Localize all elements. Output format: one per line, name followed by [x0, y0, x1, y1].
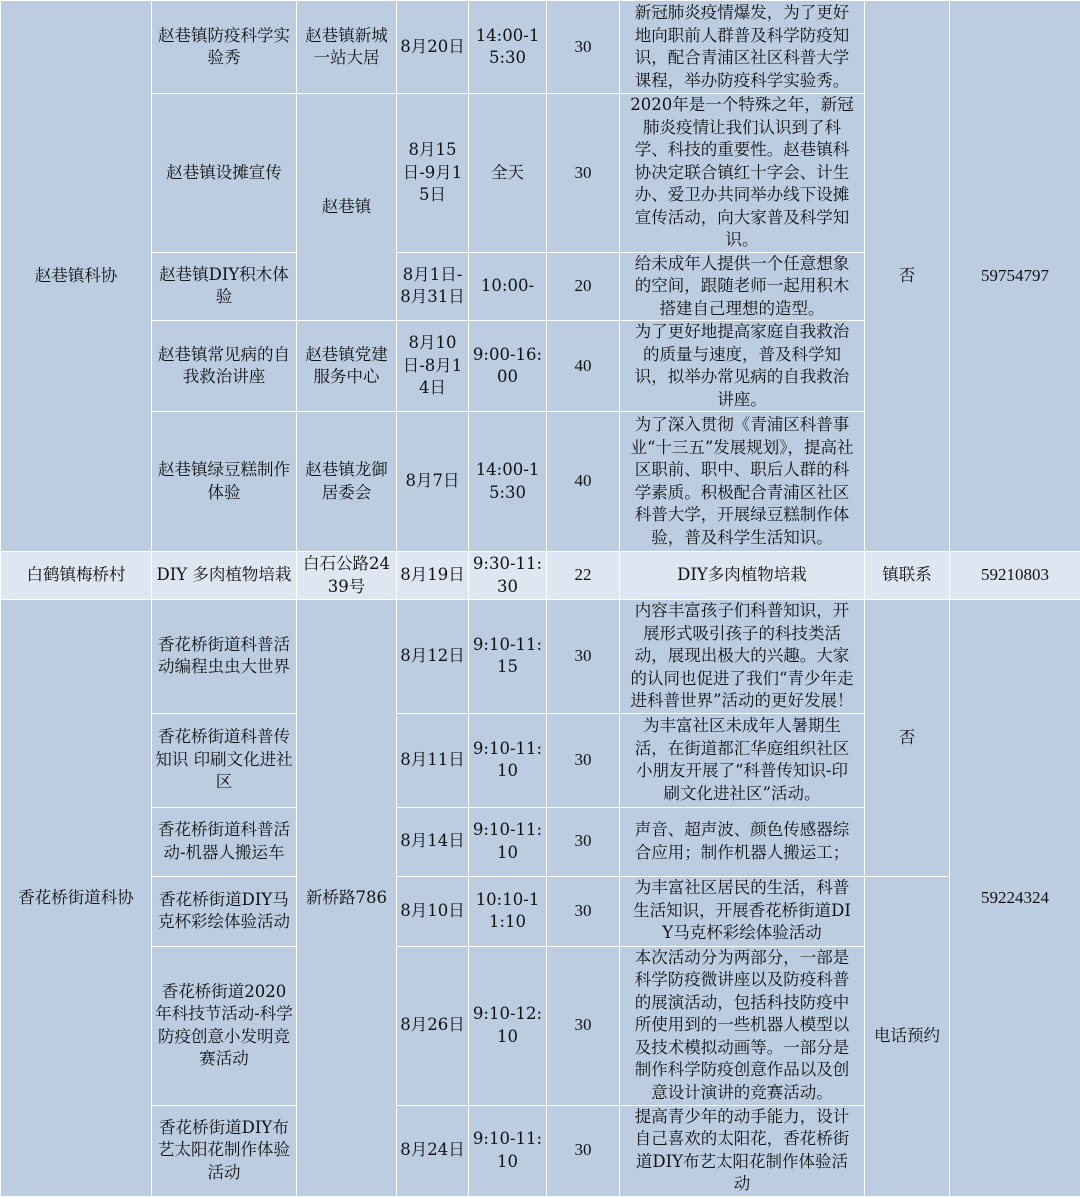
activity-name: 赵巷镇绿豆糕制作体验 — [152, 412, 297, 552]
date-cell: 8月24日 — [397, 1105, 469, 1196]
desc-cell: 提高青少年的动手能力，设计自己喜欢的太阳花，香花桥街道DIY布艺太阳花制作体验活动 — [620, 1105, 865, 1196]
venue-cell: 新桥路786 — [297, 600, 397, 1197]
date-cell: 8月20日 — [397, 1, 469, 94]
table-row — [1, 876, 1080, 946]
count-cell: 30 — [547, 946, 620, 1105]
count-cell: 30 — [547, 1, 620, 94]
count-cell: 40 — [547, 321, 620, 412]
phone-cell: 59224324 — [950, 600, 1080, 1197]
consult-cell: 否 — [865, 600, 950, 877]
desc-cell: 内容丰富孩子们科普知识，开展形式吸引孩子的科技类活动，展现出极大的兴趣。大家的认同也促进了我们“青少年走进科普世界”活动的更好发展！ — [620, 600, 865, 714]
table-row — [1, 552, 1080, 600]
activity-name: 赵巷镇常见病的自我救治讲座 — [152, 321, 297, 412]
count-cell: 30 — [547, 876, 620, 946]
phone-cell: 59210803 — [950, 552, 1080, 600]
count-cell: 20 — [547, 252, 620, 321]
time-cell: 9:10-11:10 — [469, 713, 547, 807]
desc-cell: 新冠肺炎疫情爆发，为了更好地向职前人群普及科学防疫知识，配合青浦区社区科普大学课程，举办防疫科学实验秀。 — [620, 1, 865, 94]
activity-name: 赵巷镇防疫科学实验秀 — [152, 1, 297, 94]
desc-cell: 为丰富社区居民的生活，科普生活知识，开展香花桥街道DIY马克杯彩绘体验活动 — [620, 876, 865, 946]
org-cell: 香花桥街道科协 — [1, 600, 152, 1197]
desc-cell: 声音、超声波、颜色传感器综合应用；制作机器人搬运工； — [620, 807, 865, 876]
time-cell: 14:00-15:30 — [469, 412, 547, 552]
date-cell: 8月12日 — [397, 600, 469, 714]
desc-cell: 为了更好地提高家庭自我救治的质量与速度，普及科学知识，拟举办常见病的自我救治讲座。 — [620, 321, 865, 412]
activity-name: 香花桥街道科普活动-机器人搬运车 — [152, 807, 297, 876]
count-cell: 40 — [547, 412, 620, 552]
venue-cell: 赵巷镇龙御居委会 — [297, 412, 397, 552]
consult-cell: 否 — [865, 1, 950, 552]
time-cell: 9:30-11:30 — [469, 552, 547, 600]
time-cell: 10:00- — [469, 252, 547, 321]
org-cell: 赵巷镇科协 — [1, 1, 152, 552]
date-cell: 8月10日 — [397, 876, 469, 946]
count-cell: 30 — [547, 1105, 620, 1196]
count-cell: 30 — [547, 807, 620, 876]
date-cell: 8月14日 — [397, 807, 469, 876]
time-cell: 9:10-11:15 — [469, 600, 547, 714]
activity-name: DIY 多肉植物培栽 — [152, 552, 297, 600]
time-cell: 全天 — [469, 94, 547, 253]
desc-cell: 给未成年人提供一个任意想象的空间，跟随老师一起用积木搭建自己理想的造型。 — [620, 252, 865, 321]
desc-cell: 为了深入贯彻《青浦区科普事业“十三五”发展规划》，提高社区职前、职中、职后人群的科学素质。积极配合青浦区社区科普大学，开展绿豆糕制作体验，普及科学生活知识。 — [620, 412, 865, 552]
venue-cell: 白石公路2439号 — [297, 552, 397, 600]
time-cell: 9:10-11:10 — [469, 807, 547, 876]
count-cell: 30 — [547, 94, 620, 253]
activity-name: 香花桥街道DIY马克杯彩绘体验活动 — [152, 876, 297, 946]
venue-cell: 赵巷镇党建服务中心 — [297, 321, 397, 412]
desc-cell: 本次活动分为两部分，一部是科学防疫微讲座以及防疫科普的展演活动，包括科技防疫中所使用到的一些机器人模型以及技术模拟动画等。一部分是制作科学防疫创意作品以及创意设计演讲的竞赛活动。 — [620, 946, 865, 1105]
consult-cell: 电话预约 — [865, 876, 950, 1196]
time-cell: 9:10-12:10 — [469, 946, 547, 1105]
desc-cell: 2020年是一个特殊之年，新冠肺炎疫情让我们认识到了科学、科技的重要性。赵巷镇科协决定联合镇红十字会、计生办、爱卫办共同举办线下设摊宣传活动，向大家普及科学知识。 — [620, 94, 865, 253]
date-cell: 8月19日 — [397, 552, 469, 600]
consult-cell: 镇联系 — [865, 552, 950, 600]
activity-name: 香花桥街道DIY布艺太阳花制作体验活动 — [152, 1105, 297, 1196]
count-cell: 22 — [547, 552, 620, 600]
phone-cell: 59754797 — [950, 1, 1080, 552]
org-cell: 白鹤镇梅桥村 — [1, 552, 152, 600]
time-cell: 9:10-11:10 — [469, 1105, 547, 1196]
count-cell: 30 — [547, 713, 620, 807]
venue-cell: 赵巷镇 — [297, 94, 397, 321]
time-cell: 10:10-11:10 — [469, 876, 547, 946]
desc-cell: 为丰富社区未成年人暑期生活，在街道都汇华庭组织社区小朋友开展了“科普传知识-印刷文化进社区”活动。 — [620, 713, 865, 807]
activity-name: 赵巷镇DIY积木体验 — [152, 252, 297, 321]
date-cell: 8月26日 — [397, 946, 469, 1105]
activity-name: 赵巷镇设摊宣传 — [152, 94, 297, 253]
time-cell: 14:00-15:30 — [469, 1, 547, 94]
date-cell: 8月1日-8月31日 — [397, 252, 469, 321]
date-cell: 8月11日 — [397, 713, 469, 807]
date-cell: 8月7日 — [397, 412, 469, 552]
activity-name: 香花桥街道科普传知识 印刷文化进社区 — [152, 713, 297, 807]
count-cell: 30 — [547, 600, 620, 714]
date-cell: 8月15日-9月15日 — [397, 94, 469, 253]
venue-cell: 赵巷镇新城一站大居 — [297, 1, 397, 94]
table-row — [1, 600, 1080, 714]
activity-name: 香花桥街道科普活动编程虫虫大世界 — [152, 600, 297, 714]
table-row — [1, 1, 1080, 94]
time-cell: 9:00-16:00 — [469, 321, 547, 412]
desc-cell: DIY多肉植物培栽 — [620, 552, 865, 600]
activity-name: 香花桥街道2020年科技节活动-科学防疫创意小发明竞赛活动 — [152, 946, 297, 1105]
date-cell: 8月10日-8月14日 — [397, 321, 469, 412]
